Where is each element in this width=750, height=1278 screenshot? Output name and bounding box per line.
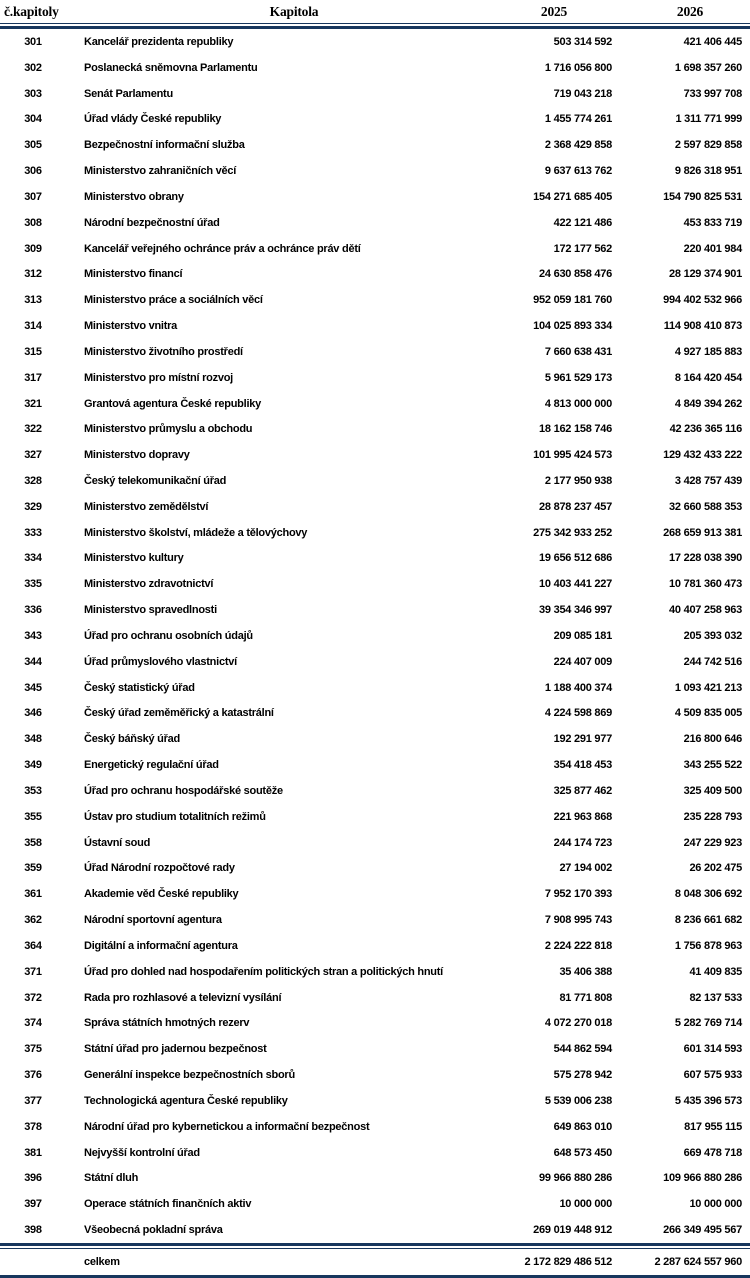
table-row <box>0 365 750 391</box>
amount-2026: 235 228 793 <box>683 810 742 823</box>
amount-2025: 154 271 685 405 <box>533 190 612 203</box>
amount-2026: 1 698 357 260 <box>674 61 742 74</box>
amount-2025: 422 121 486 <box>553 216 612 229</box>
chapter-number: 302 <box>24 61 42 74</box>
chapter-number: 308 <box>24 216 42 229</box>
chapter-number: 359 <box>24 862 42 875</box>
amount-2026: 5 282 769 714 <box>674 1017 742 1030</box>
chapter-name: Úřad pro dohled nad hospodařením politických stran a politických hnutí <box>84 965 443 978</box>
total-row <box>0 1249 750 1275</box>
amount-2025: 575 278 942 <box>553 1069 612 1082</box>
chapter-number: 364 <box>24 939 42 952</box>
chapter-name: Ministerstvo kultury <box>84 552 184 565</box>
amount-2026: 41 409 835 <box>689 965 742 978</box>
amount-2026: 2 597 829 858 <box>674 139 742 152</box>
amount-2026: 247 229 923 <box>683 836 742 849</box>
amount-2025: 649 863 010 <box>553 1120 612 1133</box>
chapter-name: Digitální a informační agentura <box>84 939 238 952</box>
amount-2026: 994 402 532 966 <box>663 294 742 307</box>
amount-2026: 109 966 880 286 <box>663 1172 742 1185</box>
table-row <box>0 752 750 778</box>
chapter-name: Český úřad zeměměřický a katastrální <box>84 707 274 720</box>
chapter-name: Národní sportovní agentura <box>84 914 222 927</box>
amount-2026: 32 660 588 353 <box>669 500 742 513</box>
amount-2025: 224 407 009 <box>553 655 612 668</box>
amount-2026: 325 409 500 <box>683 784 742 797</box>
chapter-name: Správa státních hmotných rezerv <box>84 1017 250 1030</box>
amount-2026: 129 432 433 222 <box>663 449 742 462</box>
table-row <box>0 597 750 623</box>
amount-2026: 8 164 420 454 <box>674 371 742 384</box>
chapter-name: Ústav pro studium totalitních režimů <box>84 810 266 823</box>
table-row <box>0 881 750 907</box>
table-row <box>0 804 750 830</box>
chapter-number: 371 <box>24 965 42 978</box>
amount-2025: 952 059 181 760 <box>533 294 612 307</box>
chapter-number: 334 <box>24 552 42 565</box>
chapter-name: Ministerstvo pro místní rozvoj <box>84 371 233 384</box>
table-row <box>0 184 750 210</box>
amount-2026: 5 435 396 573 <box>674 1094 742 1107</box>
amount-2025: 325 877 462 <box>553 784 612 797</box>
amount-2025: 7 952 170 393 <box>544 888 612 901</box>
amount-2026: 266 349 495 567 <box>663 1224 742 1236</box>
amount-2026: 114 908 410 873 <box>663 320 742 333</box>
chapter-name: Český telekomunikační úřad <box>84 474 227 487</box>
chapter-name: Rada pro rozhlasové a televizní vysílání <box>84 991 282 1004</box>
chapter-number: 349 <box>24 759 42 772</box>
chapter-name: Ministerstvo obrany <box>84 190 184 203</box>
chapter-name: Akademie věd České republiky <box>84 888 239 901</box>
chapter-number: 328 <box>24 474 42 487</box>
amount-2026: 28 129 374 901 <box>669 268 742 281</box>
chapter-name: Senát Parlamentu <box>84 87 173 100</box>
amount-2026: 3 428 757 439 <box>674 474 742 487</box>
chapter-number: 345 <box>24 681 42 694</box>
chapter-number: 353 <box>24 784 42 797</box>
table-row <box>0 1217 750 1243</box>
amount-2026: 26 202 475 <box>689 862 742 875</box>
table-row <box>0 1165 750 1191</box>
chapter-name: Státní dluh <box>84 1172 139 1185</box>
amount-2025: 244 174 723 <box>553 836 612 849</box>
amount-2026: 4 849 394 262 <box>674 397 742 410</box>
amount-2025: 209 085 181 <box>553 629 612 642</box>
chapter-name: Úřad pro ochranu hospodářské soutěže <box>84 784 283 797</box>
chapter-number: 322 <box>24 423 42 436</box>
amount-2025: 9 637 613 762 <box>544 165 612 178</box>
column-header-chapter-number: č.kapitoly <box>4 3 59 19</box>
chapter-name: Ústavní soud <box>84 836 151 849</box>
amount-2025: 81 771 808 <box>559 991 612 1004</box>
chapter-name: Bezpečnostní informační služba <box>84 139 245 152</box>
amount-2025: 354 418 453 <box>553 759 612 772</box>
chapter-name: Ministerstvo financí <box>84 268 183 281</box>
amount-2026: 17 228 038 390 <box>669 552 742 565</box>
amount-2025: 5 961 529 173 <box>544 371 612 384</box>
amount-2026: 42 236 365 116 <box>669 423 742 436</box>
table-row <box>0 313 750 339</box>
chapter-number: 327 <box>24 449 42 462</box>
table-row <box>0 1036 750 1062</box>
amount-2026: 9 826 318 951 <box>674 165 742 178</box>
table-row <box>0 649 750 675</box>
table-row <box>0 468 750 494</box>
amount-2025: 27 194 002 <box>559 862 612 875</box>
amount-2025: 4 072 270 018 <box>544 1017 612 1030</box>
chapter-number: 306 <box>24 165 42 178</box>
amount-2025: 1 455 774 261 <box>544 113 612 126</box>
chapter-number: 358 <box>24 836 42 849</box>
amount-2025: 1 188 400 374 <box>544 681 612 694</box>
amount-2026: 205 393 032 <box>683 629 742 642</box>
chapter-name: Úřad vlády České republiky <box>84 113 222 126</box>
table-row <box>0 287 750 313</box>
chapter-name: Technologická agentura České republiky <box>84 1094 288 1107</box>
chapter-number: 343 <box>24 629 42 642</box>
amount-2026: 343 255 522 <box>683 759 742 772</box>
table-row <box>0 830 750 856</box>
column-header-chapter-name: Kapitola <box>269 3 319 19</box>
chapter-number: 374 <box>24 1017 42 1030</box>
chapter-number: 305 <box>24 139 42 152</box>
chapter-name: Ministerstvo dopravy <box>84 449 190 462</box>
amount-2025: 39 354 346 997 <box>539 604 612 617</box>
table-row <box>0 106 750 132</box>
chapter-number: 344 <box>24 655 42 668</box>
chapter-number: 304 <box>24 113 42 126</box>
chapter-name: Ministerstvo průmyslu a obchodu <box>84 423 253 436</box>
table-row <box>0 520 750 546</box>
chapter-number: 309 <box>24 242 42 255</box>
table-row <box>0 623 750 649</box>
chapter-number: 301 <box>24 35 42 48</box>
table-row <box>0 55 750 81</box>
amount-2026: 669 478 718 <box>683 1146 742 1159</box>
table-row <box>0 1062 750 1088</box>
chapter-number: 398 <box>24 1224 42 1236</box>
amount-2026: 8 236 661 682 <box>674 914 742 927</box>
chapter-number: 312 <box>24 268 42 281</box>
chapter-name: Ministerstvo životního prostředí <box>84 345 243 358</box>
chapter-name: Ministerstvo zdravotnictví <box>84 578 214 591</box>
amount-2025: 2 368 429 858 <box>544 139 612 152</box>
chapter-number: 376 <box>24 1069 42 1082</box>
chapter-number: 397 <box>24 1198 42 1211</box>
amount-2025: 10 000 000 <box>559 1198 612 1211</box>
amount-2026: 421 406 445 <box>683 35 742 48</box>
chapter-name: Ministerstvo vnitra <box>84 320 178 333</box>
table-row <box>0 1010 750 1036</box>
amount-2025: 269 019 448 912 <box>533 1224 612 1236</box>
chapter-number: 317 <box>24 371 42 384</box>
amount-2025: 19 656 512 686 <box>539 552 612 565</box>
table-row <box>0 1191 750 1217</box>
table-body <box>0 29 750 1243</box>
total-amount-2026: 2 287 624 557 960 <box>654 1255 742 1268</box>
amount-2026: 8 048 306 692 <box>674 888 742 901</box>
table-row <box>0 675 750 701</box>
chapter-name: Úřad pro ochranu osobních údajů <box>84 629 253 642</box>
table-row <box>0 416 750 442</box>
table-row <box>0 985 750 1011</box>
chapter-number: 335 <box>24 578 42 591</box>
chapter-name: Všeobecná pokladní správa <box>84 1224 223 1236</box>
chapter-number: 321 <box>24 397 42 410</box>
table-row <box>0 856 750 882</box>
chapter-number: 303 <box>24 87 42 100</box>
chapter-number: 336 <box>24 604 42 617</box>
table-row <box>0 442 750 468</box>
total-amount-2025: 2 172 829 486 512 <box>524 1255 612 1268</box>
chapter-name: Energetický regulační úřad <box>84 759 219 772</box>
chapter-name: Ministerstvo práce a sociálních věcí <box>84 294 263 307</box>
amount-2026: 40 407 258 963 <box>669 604 742 617</box>
amount-2025: 5 539 006 238 <box>544 1094 612 1107</box>
chapter-name: Úřad průmyslového vlastnictví <box>84 655 237 668</box>
amount-2025: 719 043 218 <box>553 87 612 100</box>
amount-2026: 1 756 878 963 <box>674 939 742 952</box>
amount-2025: 2 224 222 818 <box>544 939 612 952</box>
table-row <box>0 236 750 262</box>
amount-2026: 268 659 913 381 <box>663 526 742 539</box>
amount-2025: 4 224 598 869 <box>544 707 612 720</box>
amount-2025: 2 177 950 938 <box>544 474 612 487</box>
table-row <box>0 210 750 236</box>
chapter-number: 396 <box>24 1172 42 1185</box>
table-row <box>0 1088 750 1114</box>
table-row <box>0 158 750 184</box>
chapter-number: 346 <box>24 707 42 720</box>
amount-2025: 24 630 858 476 <box>539 268 612 281</box>
amount-2026: 4 509 835 005 <box>674 707 742 720</box>
chapter-number: 307 <box>24 190 42 203</box>
chapter-name: Český báňský úřad <box>84 733 181 746</box>
chapter-name: Státní úřad pro jadernou bezpečnost <box>84 1043 267 1056</box>
amount-2026: 4 927 185 883 <box>674 345 742 358</box>
amount-2025: 221 963 868 <box>553 810 612 823</box>
amount-2025: 99 966 880 286 <box>539 1172 612 1185</box>
chapter-name: Kancelář prezidenta republiky <box>84 35 234 48</box>
table-row <box>0 494 750 520</box>
table-row <box>0 339 750 365</box>
column-header-2026: 2026 <box>676 3 704 19</box>
amount-2025: 35 406 388 <box>559 965 612 978</box>
chapter-number: 372 <box>24 991 42 1004</box>
amount-2025: 7 908 995 743 <box>544 914 612 927</box>
table-row <box>0 1140 750 1166</box>
table-row <box>0 907 750 933</box>
chapter-name: Národní úřad pro kybernetickou a informační bezpečnost <box>84 1120 370 1133</box>
amount-2026: 601 314 593 <box>683 1043 742 1056</box>
amount-2025: 192 291 977 <box>553 733 612 746</box>
amount-2026: 82 137 533 <box>689 991 742 1004</box>
table-row <box>0 726 750 752</box>
table-row <box>0 29 750 55</box>
chapter-number: 315 <box>24 345 42 358</box>
chapter-number: 314 <box>24 320 42 333</box>
amount-2026: 817 955 115 <box>684 1120 742 1133</box>
table-row <box>0 132 750 158</box>
amount-2026: 244 742 516 <box>683 655 742 668</box>
amount-2025: 503 314 592 <box>553 35 612 48</box>
chapter-number: 333 <box>24 526 42 539</box>
amount-2025: 275 342 933 252 <box>533 526 612 539</box>
amount-2025: 7 660 638 431 <box>544 345 612 358</box>
amount-2025: 18 162 158 746 <box>539 423 612 436</box>
chapter-number: 381 <box>24 1146 42 1159</box>
chapter-number: 378 <box>24 1120 42 1133</box>
chapter-name: Kancelář veřejného ochránce práv a ochránce práv dětí <box>84 242 361 255</box>
chapter-name: Generální inspekce bezpečnostních sborů <box>84 1069 295 1082</box>
chapter-name: Operace státních finančních aktiv <box>84 1198 252 1211</box>
amount-2026: 154 790 825 531 <box>663 190 742 203</box>
table-header-row <box>0 0 750 23</box>
chapter-number: 313 <box>24 294 42 307</box>
table-row <box>0 959 750 985</box>
amount-2025: 648 573 450 <box>553 1146 612 1159</box>
amount-2025: 172 177 562 <box>553 242 612 255</box>
chapter-number: 362 <box>24 914 42 927</box>
chapter-name: Ministerstvo zemědělství <box>84 500 209 513</box>
amount-2025: 28 878 237 457 <box>539 500 612 513</box>
table-row <box>0 261 750 287</box>
chapter-name: Úřad Národní rozpočtové rady <box>84 862 235 875</box>
chapter-number: 348 <box>24 733 42 746</box>
column-header-2025: 2025 <box>540 3 568 19</box>
amount-2025: 101 995 424 573 <box>533 449 612 462</box>
chapter-number: 377 <box>24 1094 42 1107</box>
chapter-number: 329 <box>24 500 42 513</box>
table-row <box>0 701 750 727</box>
total-label: celkem <box>84 1255 120 1268</box>
chapter-number: 361 <box>24 888 42 901</box>
amount-2026: 607 575 933 <box>683 1069 742 1082</box>
amount-2026: 1 093 421 213 <box>674 681 742 694</box>
table-row <box>0 1114 750 1140</box>
table-row <box>0 81 750 107</box>
chapter-number: 375 <box>24 1043 42 1056</box>
chapter-number: 355 <box>24 810 42 823</box>
amount-2026: 220 401 984 <box>683 242 742 255</box>
chapter-name: Ministerstvo zahraničních věcí <box>84 165 237 178</box>
chapter-name: Národní bezpečnostní úřad <box>84 216 220 229</box>
amount-2025: 104 025 893 334 <box>533 320 612 333</box>
amount-2025: 4 813 000 000 <box>544 397 612 410</box>
amount-2025: 10 403 441 227 <box>539 578 612 591</box>
table-row <box>0 933 750 959</box>
table-row <box>0 571 750 597</box>
chapter-name: Ministerstvo školství, mládeže a tělovýchovy <box>84 526 308 539</box>
amount-2026: 453 833 719 <box>683 216 742 229</box>
chapter-name: Nejvyšší kontrolní úřad <box>84 1146 200 1159</box>
chapter-name: Ministerstvo spravedlnosti <box>84 604 217 617</box>
chapter-name: Český statistický úřad <box>84 681 195 694</box>
table-row <box>0 391 750 417</box>
amount-2026: 216 800 646 <box>683 733 742 746</box>
table-row <box>0 546 750 572</box>
table-row <box>0 778 750 804</box>
amount-2025: 1 716 056 800 <box>544 61 612 74</box>
amount-2026: 733 997 708 <box>683 87 742 100</box>
amount-2026: 10 000 000 <box>689 1198 742 1211</box>
amount-2026: 1 311 771 999 <box>675 113 742 126</box>
chapter-name: Poslanecká sněmovna Parlamentu <box>84 61 258 74</box>
amount-2025: 544 862 594 <box>553 1043 612 1056</box>
amount-2026: 10 781 360 473 <box>669 578 742 591</box>
chapter-name: Grantová agentura České republiky <box>84 397 261 410</box>
